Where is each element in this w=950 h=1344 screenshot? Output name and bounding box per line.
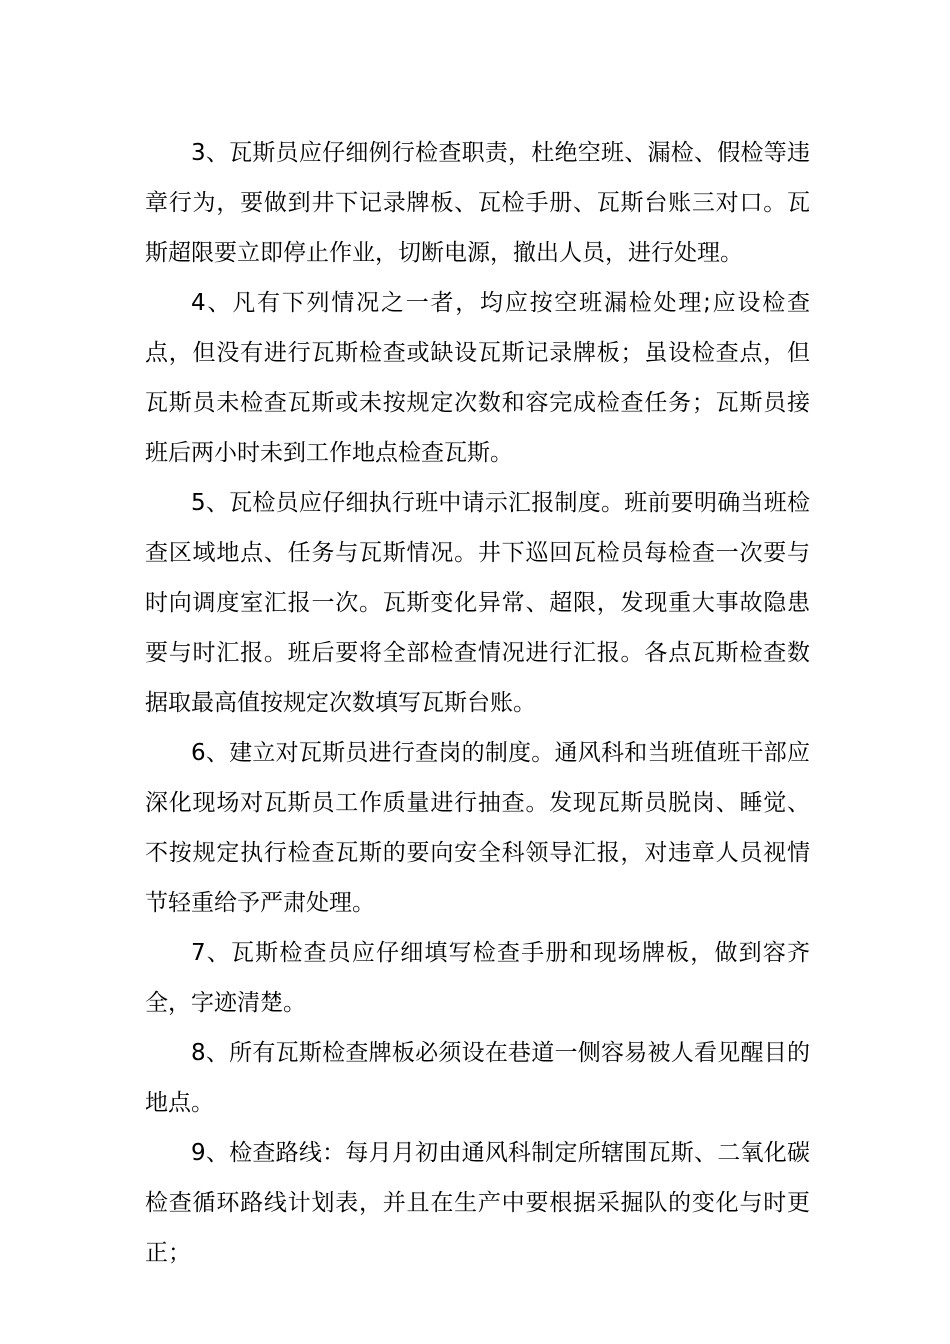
paragraph-item-7: 7、瓦斯检查员应仔细填写检查手册和现场牌板，做到容齐全，字迹清楚。 (145, 940, 810, 1016)
paragraph-item-3: 3、瓦斯员应仔细例行检查职责，杜绝空班、漏检、假检等违章行为，要做到井下记录牌板、瓦检手册、瓦斯台账三对口。瓦斯超限要立即停止作业，切断电源，撤出人员，进行处理。 (145, 140, 810, 266)
paragraph-item-9: 9、检查路线：每月月初由通风科制定所辖围瓦斯、二氧化碳检查循环路线计划表，并且在生产中要根据采掘队的变化与时更正； (145, 1140, 810, 1266)
paragraph-item-6: 6、建立对瓦斯员进行查岗的制度。通风科和当班值班干部应深化现场对瓦斯员工作质量进行抽查。发现瓦斯员脱岗、睡觉、不按规定执行检查瓦斯的要向安全科领导汇报，对违章人员视情节轻重给予严肃处理。 (145, 740, 810, 916)
document-body (145, 128, 810, 1278)
paragraph-item-4: 4、凡有下列情况之一者，均应按空班漏检处理;应设检查点，但没有进行瓦斯检查或缺设瓦斯记录牌板；虽设检查点，但瓦斯员未检查瓦斯或未按规定次数和容完成检查任务；瓦斯员接班后两小时未到工作地点检查瓦斯。 (145, 290, 810, 466)
paragraph-item-8: 8、所有瓦斯检查牌板必须设在巷道一侧容易被人看见醒目的地点。 (145, 1040, 810, 1116)
paragraph-item-5: 5、瓦检员应仔细执行班中请示汇报制度。班前要明确当班检查区域地点、任务与瓦斯情况。井下巡回瓦检员每检查一次要与时向调度室汇报一次。瓦斯变化异常、超限，发现重大事故隐患要与时汇报。班后要将全部检查情况进行汇报。各点瓦斯检查数据取最高值按规定次数填写瓦斯台账。 (145, 490, 810, 716)
